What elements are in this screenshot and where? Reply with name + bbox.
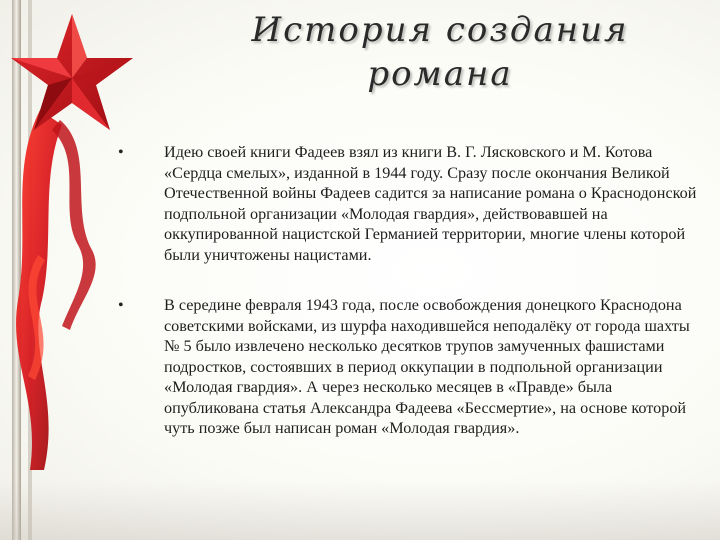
bullet-text: В середине февраля 1943 года, после освобождения донецкого Краснодона советскими войсками, из шурфа находившейся неподалёку от города шахты № 5 было извлечено несколько десятков трупов замученных фашистами подростков, состоявших в период оккупации в подпольной организации «Молодая гвардия». А через несколько месяцев в «Правде» была опубликована статья Александра Фадеева «Бессмертие», на основе которой чуть позже был написан роман «Молодая гвардия». — [164, 296, 690, 437]
slide-title — [200, 8, 680, 96]
bottom-shadow — [0, 480, 720, 540]
red-ribbon — [16, 110, 62, 470]
bullet-item — [118, 295, 698, 439]
bullet-list — [118, 142, 698, 469]
bullet-marker: • — [118, 144, 124, 161]
bullet-item — [118, 142, 698, 265]
bullet-text: Идею своей книги Фадеев взял из книги В. Г. Лясковского и М. Котова «Сердца смелых», изданной в 1944 году. Сразу после окончания Великой Отечественной войны Фадеев садится за написание романа о Краснодонской подпольной организации «Молодая гвардия», действовавшей на оккупированной нацистской Германией территории, многие члены которой были уничтожены нацистами. — [164, 143, 697, 264]
title-line-2: романа — [367, 54, 513, 94]
title-line-1: История создания — [251, 10, 629, 50]
bullet-marker: • — [118, 297, 124, 314]
flag-pole — [12, 0, 21, 540]
